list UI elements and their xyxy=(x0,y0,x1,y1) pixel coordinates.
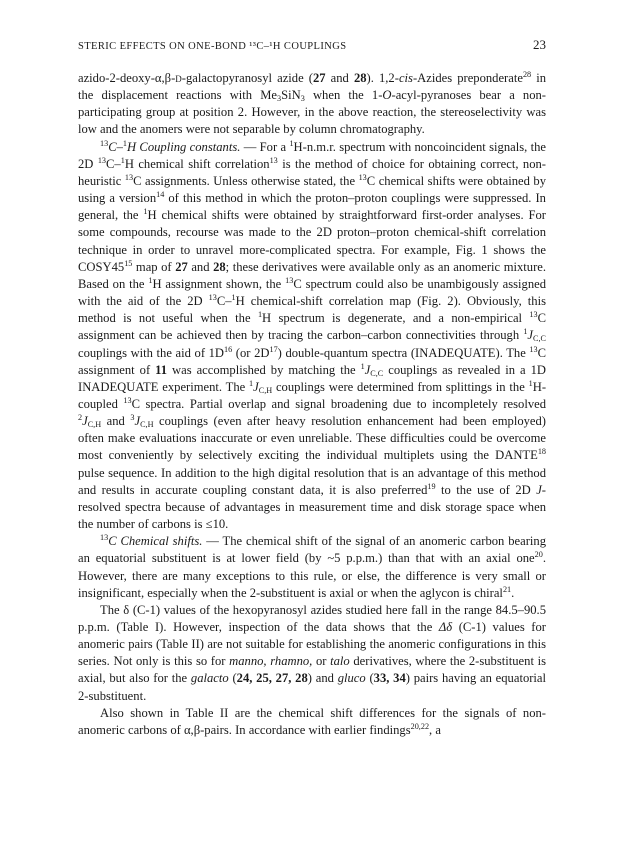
page-number: 23 xyxy=(533,37,546,52)
text-run: 1 xyxy=(249,378,254,388)
text-run: was accomplished by matching the xyxy=(167,362,361,377)
text-run: 20 xyxy=(534,550,543,560)
text-run: 13 xyxy=(358,172,367,182)
paragraph xyxy=(78,70,546,139)
text-run: J xyxy=(134,414,141,429)
text-run: couplings were determined from splittings in the xyxy=(272,379,529,394)
text-run: C spectra. Partial overlap and signal broadening due to incompletely resolved xyxy=(131,396,547,411)
text-run: (C-1) values for anomeric pairs (Table II) are not suitable for establishing the anomeric configurations in this series. Not only is this so for xyxy=(78,620,546,669)
text-run: 1 xyxy=(148,275,153,285)
text-run: C assignment of xyxy=(78,345,546,377)
text-run: manno, rhamno, xyxy=(229,654,313,669)
text-run: C,C xyxy=(370,368,384,378)
text-run: 27 xyxy=(175,259,188,274)
text-run: J xyxy=(527,328,534,343)
text-run: 13 xyxy=(124,172,134,182)
text-run: C spectrum could also be unambigously assigned with the aid of the 2D xyxy=(78,276,547,309)
text-run: H Coupling constants. xyxy=(126,139,241,154)
text-run: ) double-quantum spectra (INADEQUATE). The xyxy=(277,345,530,360)
text-run: Also shown in Table II are the chemical shift differences for the signals of non-anomeric carbons of α,β-pairs. In accordance with earlier findings xyxy=(78,705,546,737)
text-run: C– xyxy=(108,139,123,154)
text-run: 13 xyxy=(269,155,278,165)
text-run: ( xyxy=(365,671,374,686)
text-run: ; these derivatives were available only as an anomeric mixture. Based on the xyxy=(78,259,547,291)
text-run: in the displacement reactions with Me xyxy=(78,71,547,103)
text-run: 3 xyxy=(300,94,305,104)
text-run: 13 xyxy=(97,155,107,165)
text-run: , a xyxy=(429,722,441,737)
text-run: 1 xyxy=(289,138,294,148)
text-run: 1 xyxy=(122,138,127,148)
text-run: 14 xyxy=(156,190,165,200)
text-run: 33, 34 xyxy=(373,671,406,686)
page-header xyxy=(78,37,546,55)
text-run: (or 2D xyxy=(232,345,270,360)
text-run: . xyxy=(511,585,515,600)
text-run: is the method of choice for obtaining correct, non-heuristic xyxy=(78,156,546,188)
text-run: Δδ xyxy=(438,620,453,634)
text-run: cis xyxy=(398,71,413,85)
text-run: d xyxy=(175,71,182,85)
text-run: when the 1- xyxy=(304,88,383,103)
text-run: -acyl-pyranoses bear a non-participating group at position 2. However, in the above reaction, the stereoselectivity was low and the anomers were not separable by column chromatography. xyxy=(78,88,547,137)
text-run: C chemical shifts were obtained by using a version xyxy=(78,173,547,206)
text-run: 1 xyxy=(231,293,236,303)
text-run: couplings (even after heavy resolution enhancement had been employed) often make evaluations inaccurate or even unreliable. These difficulties could be overcome most conveniently by selectively exciting the individual multiplets using the DANTE xyxy=(78,414,546,463)
running-head: STERIC EFFECTS ON ONE-BOND ¹³C–¹H COUPLINGS xyxy=(78,41,347,52)
text-run: or xyxy=(312,654,331,669)
text-run: 3 xyxy=(130,413,135,423)
text-run: C,H xyxy=(258,385,273,395)
text-run: 11 xyxy=(155,362,168,377)
text-run: 19 xyxy=(427,481,436,491)
text-run: talo xyxy=(330,654,350,669)
text-run: . However, there are many exceptions to this rule, or else, the difference is very small or insignificant, especially when the 2-substituent is axial or when the aglycon is chiral xyxy=(78,551,546,600)
text-run: -galactopyranosyl azide ( xyxy=(181,71,313,85)
text-run: C assignment can be achieved then by tracing the carbon–carbon connectivities through xyxy=(78,311,546,343)
text-run: azido-2-deoxy-α,β- xyxy=(78,71,176,85)
text-run: 2 xyxy=(78,413,83,423)
text-run: 13 xyxy=(100,533,109,543)
text-run: C,H xyxy=(140,420,154,430)
text-run: 24, 25, 27, 28 xyxy=(236,671,308,686)
text-run: J xyxy=(364,362,371,377)
text-run: ) pairs having an equatorial 2-substituent. xyxy=(78,671,547,703)
text-run: C– xyxy=(106,156,121,171)
text-run: couplings with the aid of 1D xyxy=(78,345,225,360)
body-text xyxy=(78,70,546,739)
text-run: J xyxy=(253,379,259,394)
text-run: H-n.m.r. spectrum with noncoincident signals, the 2D xyxy=(78,139,547,171)
text-run: ). 1,2- xyxy=(366,71,399,85)
text-run: J xyxy=(536,482,542,497)
text-run: -resolved spectra because of advantages in measurement time and disk storage space when the number of carbons is ≤10. xyxy=(78,482,546,532)
text-run: — The chemical shift of the signal of an anomeric carbon bearing an equatorial substituent is at lower field (by ~5 p.p.m.) than that with an axial one xyxy=(78,534,546,566)
text-run: map of xyxy=(132,259,176,274)
text-run: C,H xyxy=(87,420,102,430)
text-run: SiN xyxy=(281,88,301,103)
text-run: C– xyxy=(216,294,232,309)
text-run: 3 xyxy=(277,94,282,104)
text-run: 1 xyxy=(523,327,528,337)
text-run: H chemical-shift correlation map (Fig. 2). Obviously, this method is not useful when the xyxy=(78,294,546,326)
text-run: 13 xyxy=(529,344,538,354)
text-run: 1 xyxy=(257,310,263,320)
text-run: C Chemical shifts. xyxy=(108,534,203,549)
text-run: 16 xyxy=(224,344,233,354)
text-run: gluco xyxy=(337,671,366,686)
text-run: J xyxy=(82,414,88,429)
text-run: 28 xyxy=(353,71,367,85)
text-run: ) and xyxy=(307,671,338,686)
text-run: 18 xyxy=(537,447,546,457)
text-run: H spectrum is degenerate, and a non-empirical xyxy=(262,311,530,326)
text-run: of this method in which the proton–proton couplings were suppressed. In general, the xyxy=(78,191,546,223)
text-run: 28 xyxy=(522,70,532,79)
text-run: — For a xyxy=(240,139,290,154)
paragraph xyxy=(78,602,546,705)
text-run: C,C xyxy=(533,334,546,344)
text-run: galacto xyxy=(190,671,229,686)
text-run: 13 xyxy=(208,293,217,303)
text-run: ( xyxy=(228,671,237,686)
text-run: H-coupled xyxy=(78,379,547,411)
text-run: -Azides preponderate xyxy=(412,71,523,85)
text-run: 1 xyxy=(143,207,148,217)
paragraph xyxy=(78,705,546,739)
text-run: 13 xyxy=(529,310,538,320)
text-run: derivatives, where the 2-substituent is axial, but also for the xyxy=(78,654,546,686)
text-run: O xyxy=(382,88,392,103)
text-run: 13 xyxy=(100,138,109,148)
text-run: and xyxy=(101,414,131,429)
text-run: couplings as revealed in a 1D INADEQUATE experiment. The xyxy=(78,362,547,394)
text-run: pulse sequence. In addition to the high digital resolution that is an advantage of this method and results in accurate coupling constant data, it is also preferred xyxy=(78,465,546,497)
text-run: 13 xyxy=(285,275,294,285)
text-run: H chemical shifts were obtained by straightforward first-order analyses. For some compounds, recourse was made to the 2D proton–proton chemical-shift correlation technique in order to unravel more-complicated spectra. For example, Fig. 1 shows the COSY45 xyxy=(78,208,546,274)
paragraph xyxy=(78,533,546,602)
text-run: and xyxy=(325,71,354,85)
paragraph xyxy=(78,139,546,534)
text-run: 20,22 xyxy=(410,721,430,731)
text-run: 15 xyxy=(124,258,133,268)
text-run: 1 xyxy=(360,361,365,371)
text-run: to the use of 2D xyxy=(435,482,537,497)
text-run: H chemical shift correlation xyxy=(124,156,270,171)
text-run: 28 xyxy=(213,259,226,274)
text-run: C assignments. Unless otherwise stated, the xyxy=(133,173,359,188)
text-run: 1 xyxy=(528,378,533,388)
text-run: The δ (C-1) values of the hexopyranosyl azides studied here fall in the range 84.5–90.5 p.p.m. (Table I). However, inspection of the data shows that the xyxy=(78,602,546,634)
text-run: H assignment shown, the xyxy=(152,276,286,291)
text-run: 1 xyxy=(120,155,125,165)
text-run: 27 xyxy=(312,71,326,85)
text-run: 17 xyxy=(269,344,278,354)
text-run: 21 xyxy=(502,584,512,594)
text-run: 13 xyxy=(123,395,132,405)
text-run: and xyxy=(187,259,214,274)
